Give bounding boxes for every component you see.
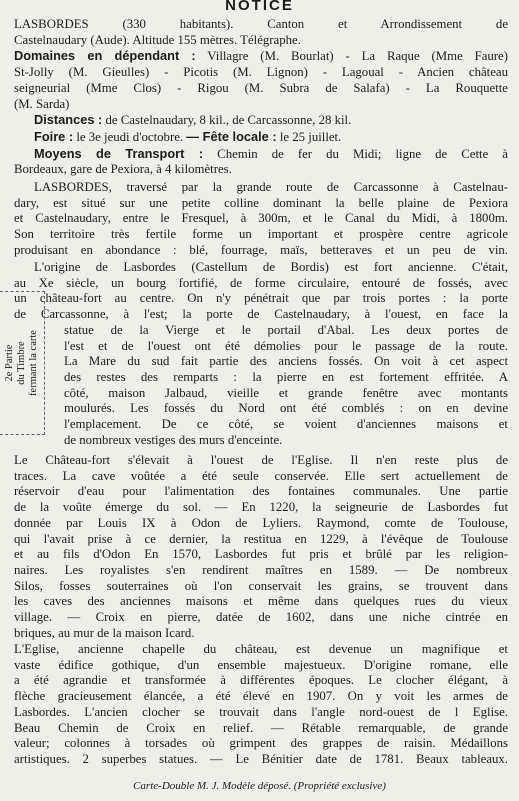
text-line: de la voûte émerge du sol. — En 1220, la seigneurie de Lasbordes fut xyxy=(14,500,508,515)
text-line: L'Eglise, ancienne chapelle du château, est devenue un magnifique et xyxy=(14,642,508,656)
foire-text: le 3e jeudi d'octobre. xyxy=(76,129,184,144)
text-line: de nombreux vestiges des murs d'enceinte. xyxy=(64,432,283,447)
page-title: NOTICE xyxy=(225,0,294,14)
distances-text: de Castelnaudary, 8 kil., de Carcassonne, 28 kil. xyxy=(105,113,352,128)
text-line: briques, au mur de la maison Icard. xyxy=(14,625,195,640)
text-line: traces. La cave voûtée a été seule conservée. Elle sert actuellement de xyxy=(14,468,508,483)
domaines-first-line xyxy=(14,48,508,65)
stamp-area-label xyxy=(0,291,45,435)
text-line: les caves des anciennes maisons et même dans quelques rues du vieux xyxy=(14,594,508,609)
header-line: LASBORDES (330 habitants). Canton et Arrondissement de xyxy=(14,17,508,31)
text-line: donnée par Louis IX à Odon de Lyliers. Raymond, comte de Toulouse, xyxy=(14,515,508,530)
paragraph-intro xyxy=(14,180,508,259)
text-line: Silos, fosses souterraines où l'on conservait les grains, se trouvent dans xyxy=(14,578,508,593)
text-line: statue de la Vierge et le portail d'Abal. Les deux portes de xyxy=(64,322,508,337)
domaines-label: Domaines en dépendant : xyxy=(14,48,196,64)
text-line: de Carcassonne, à l'est; la porte de Castelnaudary, à l'ouest, en face la xyxy=(14,307,508,322)
text-line: dary, est situé sur une petite colline dominant la belle plaine de Pexiora xyxy=(14,195,508,210)
fete-text: le 25 juillet. xyxy=(279,129,342,144)
text-line: L'origine de Lasbordes (Castellum de Bordis) est fort ancienne. C'était, xyxy=(34,260,508,274)
header-block xyxy=(14,17,508,178)
text-line: l'emplacement. De ce côté, se voient d'anciennes maisons et xyxy=(64,417,508,432)
header-line: Castelnaudary (Aude). Altitude 155 mètres. Télégraphe. xyxy=(14,32,301,47)
text-line: Lasbordes. L'ancien clocher se trouvait dans l'angle nord-ouest de l Eglise. xyxy=(14,704,508,719)
domaines-line: Villagre (M. Bourlat) - La Raque (Mme Faure) xyxy=(207,49,509,64)
paragraph-chateau xyxy=(14,453,508,641)
text-line: des restes des remparts : la pierre en est fortement effritée. A xyxy=(64,369,508,384)
text-line: La Mare du sud fait partie des anciens fossés. On voit à cet aspect xyxy=(64,354,508,369)
text-line: réservoir d'eau pour l'alimentation des fontaines communales. Une partie xyxy=(14,484,508,499)
foire xyxy=(14,129,508,146)
text-line: village. — Croix en pierre, datée de 1602, dans une niche cintrée en xyxy=(14,610,508,625)
paragraph-eglise xyxy=(14,642,508,768)
text-line: côté, maison Jalbaud, vieille et grande fenêtre avec montants xyxy=(64,385,508,400)
foire-label: Foire : xyxy=(34,128,74,144)
text-line: vaste édifice gothique, d'un ensemble majestueux. D'origine romane, elle xyxy=(14,657,508,672)
transport-line: Chemin de fer du Midi; ligne de Cette à xyxy=(217,146,508,161)
text-line: valeur; colonnes à torsades où grimpent des grappes de raisin. Médaillons xyxy=(14,736,508,751)
stamp-label-line: fermant la carte xyxy=(28,330,39,396)
distances-label: Distances : xyxy=(34,112,103,128)
text-line: naires. Les royalistes s'en rendirent maîtres en 1589. — De nombreux xyxy=(14,562,508,577)
text-line: moulurés. Les fossés du Nord ont été comblés : on en devine xyxy=(64,401,508,416)
text-line: a été agrandie et transformée à différentes époques. Le clocher élégant, à xyxy=(14,673,508,688)
domaines-line: seigneurial (Mme Clos) - Rigou (M. Subra de Salafa) - La Rouquette xyxy=(14,80,508,95)
footer-copyright: Carte-Double M. J. Modèle déposé. (Propriété exclusive) xyxy=(133,780,386,792)
fete-label: — Fête locale : xyxy=(186,128,277,144)
text-line: Le Château-fort s'élevait à l'ouest de l'Eglise. Il n'en reste plus de xyxy=(14,453,508,467)
paragraph-origine xyxy=(14,260,508,448)
text-line: et au fils d'Odon En 1570, Lasbordes fut pris et brûlé par les religion- xyxy=(14,547,508,562)
text-line: au Xe siècle, un bourg fortifié, de forme circulaire, entouré de fossés, avec xyxy=(14,275,508,290)
stamp-label-line: 2e Partie xyxy=(4,344,15,382)
distances xyxy=(14,112,508,129)
domaines xyxy=(14,48,508,112)
text-line: l'est et de l'ouest ont été démolies pour le passage de la route. xyxy=(64,338,508,353)
transport-label: Moyens de Transport : xyxy=(34,145,204,161)
text-line: Son territoire très fertile forme un important et prospère centre agricole xyxy=(14,227,508,242)
text-line: artistiques. 2 superbes statues. — Le Bénitier date de 1781. Beaux tableaux. xyxy=(14,751,508,766)
text-line: Beau Chemin de Croix en relief. — Rétable remarquable, de grande xyxy=(14,720,508,735)
transport-line: Bordeaux, gare de Pexiora, à 4 kilomètres. xyxy=(14,162,232,177)
text-line: qui l'avait prise à ce dernier, la restitua en 1229, à l'évêque de Toulouse xyxy=(14,531,508,546)
transport xyxy=(14,146,508,178)
stamp-label-line: du Timbre xyxy=(16,341,27,385)
text-line: un château-fort au centre. On n'y pénétrait que par trois portes : la porte xyxy=(14,291,508,306)
text-line: flèche gracieusement élancée, a été élevé en 1907. On y voit les armes de xyxy=(14,689,508,704)
text-line: produisant en abondance : blé, fourrage, maïs, betteraves et un peu de vin. xyxy=(14,242,508,257)
text-line: et Castelnaudary, entre le Fresquel, à 300m, et le Canal du Midi, à 1800m. xyxy=(14,211,508,226)
domaines-line: St-Jolly (M. Gieulles) - Picotis (M. Lignon) - Lagoual - Ancien château xyxy=(14,65,508,80)
header-intro xyxy=(14,17,508,48)
text-line: LASBORDES, traversé par la grande route de Carcassonne à Castelnau- xyxy=(34,180,508,194)
domaines-line: (M. Sarda) xyxy=(14,96,70,111)
